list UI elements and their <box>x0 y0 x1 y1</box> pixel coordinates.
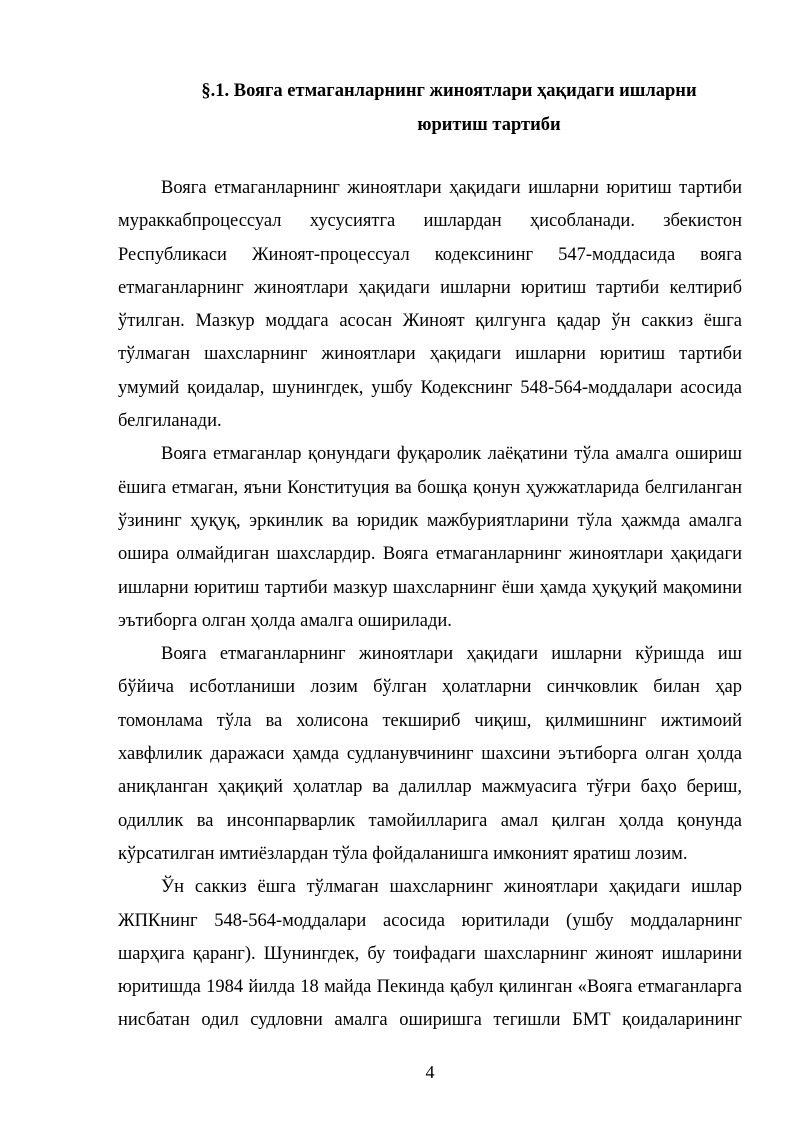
paragraph-4: Ўн саккиз ёшга тўлмаган шахсларнинг жиноятлари ҳақидаги ишлар ЖПКнинг 548-564-моддалари асосида юритилади (ушбу моддаларнинг шарҳига қаранг). Шунингдек, бу тоифадаги шахсларнинг жиноят ишларини юритишда 1984 йилда 18 майда Пекинда қабул қилинган «Вояга етмаганларга нисбатан одил судловни амалга оширишга тегишли БМТ қоидаларининг <box>118 877 742 1031</box>
paragraph-2: Вояга етмаганлар қонундаги фуқаролик лаёқатини тўла амалга ошириш ёшига етмаган, яъни Конституция ва бошқа қонун ҳужжатларида белгиланган ўзининг ҳуқуқ, эркинлик ва юридик мажбуриятларини тўла ҳажмда амалга ошира олмайдиган шахслардир. Вояга етмаганларнинг жиноятлари ҳақидаги ишларни юритиш тартиби мазкур шахсларнинг ёши ҳамда ҳуқуқий мақомини эътиборга олган ҳолда амалга оширилади. <box>118 444 742 631</box>
heading-line-2: юритиш тартиби <box>417 115 561 135</box>
heading-line-1: §.1. Вояга етмаганларнинг жиноятлари ҳақидаги ишларни <box>201 81 697 101</box>
paragraph-1: Вояга етмаганларнинг жиноятлари ҳақидаги ишларни юритиш тартиби мураккабпроцессуал хусусиятга ишлардан ҳисобланади. збекистон Республикаси Жиноят-процессуал кодексининг 547-моддасида вояга етмаганларнинг жиноятлари ҳақидаги ишларни юритиш тартиби келтириб ўтилган. Мазкур моддага асосан Жиноят қилгунга қадар ўн саккиз ёшга тўлмаган шахсларнинг жиноятлари ҳақидаги ишларни юритиш тартиби умумий қоидалар, шунингдек, ушбу Кодекснинг 548-564-моддалари асосида белгиланади. <box>118 178 742 432</box>
paragraph-3: Вояга етмаганларнинг жиноятлари ҳақидаги ишларни кўришда иш бўйича исботланиши лозим бўлган ҳолатларни синчковлик билан ҳар томонлама тўла ва холисона текшириб чиқиш, қилмишнинг ижтимоий хавфлилик даражаси ҳамда судланувчининг шахсини эътиборга олган ҳолда аниқланган ҳақиқий ҳолатлар ва далиллар мажмуасига тўғри баҳо бериш, одиллик ва инсонпарварлик тамойилларига амал қилган ҳолда қонунда кўрсатилган имтиёзлардан тўла фойдаланишга имконият яратиш лозим. <box>118 644 742 864</box>
body-text <box>118 172 742 1038</box>
page-number: 4 <box>425 1062 435 1082</box>
